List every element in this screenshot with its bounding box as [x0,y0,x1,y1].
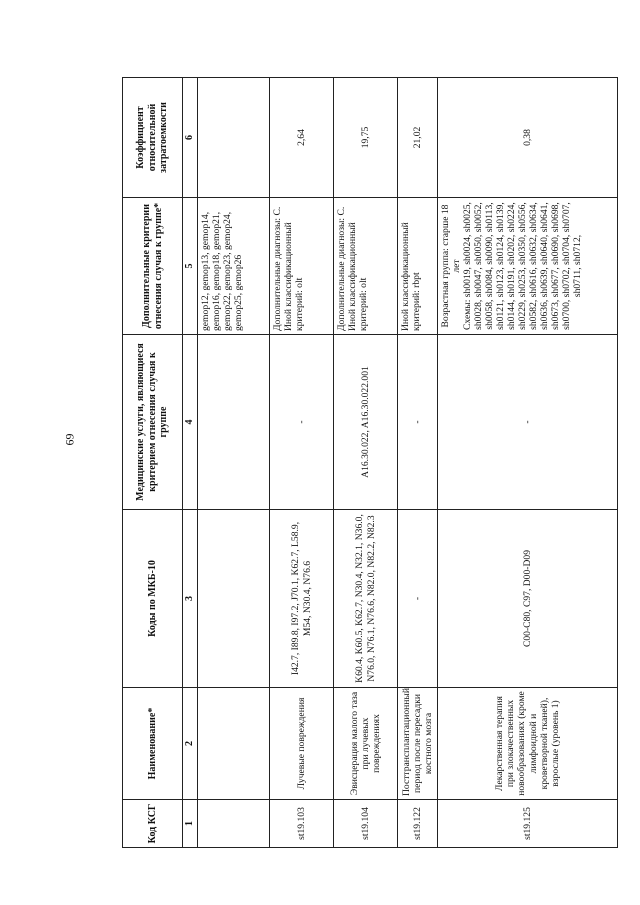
ksg-code-cell: st19.122 [398,800,438,848]
name-cell: Посттрансплантационный период после пересадки костного мозга [398,688,438,800]
table-row [398,78,438,848]
table-row [198,78,270,848]
ksg-table [122,77,618,848]
services-cell: - [438,335,618,510]
column-number: 1 [183,800,198,848]
schemes-text: Схемы: sh0019, sh0024, sh0025, sh0028, sh0047, sh0050, sh0052, sh0058, sh0084, sh0090, sh0113, sh0121, sh0123, sh0124, sh0139, sh0144, sh0191, sh0202, sh0224, sh0229, sh0253, sh0350, sh0556, sh0582, sh0616, sh0632, sh0634, sh0636, sh0639, sh0640, sh0641, sh0673, sh0677, sh0690, sh0698, sh0700, sh0702, sh0704, sh0707, sh0711, sh0712, [462,202,584,330]
column-number: 2 [183,688,198,800]
header-medical-services: Медицинские услуги, являющиеся критерием отнесения случая к группе [123,335,183,510]
services-cell [198,335,270,510]
mkb-cell: - [398,510,438,688]
name-cell: Лекарственная терапия при злокачественных новообразованиях (кроме лимфоидной и кроветворной тканей), взрослые (уровень 1) [438,688,618,800]
extra-criteria-cell: Дополнительные диагнозы: C. Иной классификационный критерий: olt [270,198,334,335]
column-number: 6 [183,78,198,198]
column-number: 4 [183,335,198,510]
services-cell: - [270,335,334,510]
age-group-text: Возрастная группа: старше 18 лет [440,204,463,328]
header-coefficient: Коэффициент относительной затратоемкости [123,78,183,198]
mkb-cell: I42.7, I89.8, I97.2, J70.1, K62.7, L58.9, M54, N30.4, N76.6 [270,510,334,688]
column-number-row [183,78,198,848]
table-row [438,78,618,848]
column-number: 5 [183,198,198,335]
rotated-table-wrapper [122,78,612,848]
extra-criteria-cell [438,198,618,335]
header-ksg-code: Код КСГ [123,800,183,848]
coefficient-cell: 19,75 [334,78,398,198]
coefficient-cell: 0,38 [438,78,618,198]
column-number: 3 [183,510,198,688]
ksg-code-cell: st19.103 [270,800,334,848]
coefficient-cell: 21,02 [398,78,438,198]
coefficient-cell: 2,64 [270,78,334,198]
name-cell: Эвисцерация малого таза при лучевых повреждениях [334,688,398,800]
extra-criteria-cell: Дополнительные диагнозы: C. Иной классификационный критерий: olt [334,198,398,335]
coefficient-cell [198,78,270,198]
header-row [123,78,183,848]
name-cell: Лучевые повреждения [270,688,334,800]
extra-criteria-cell: gemop12, gemop13, gemop14, gemop16, gemop18, gemop21, gemop22, gemop23, gemop24, gemop25, gemop26 [198,198,270,335]
header-mkb-codes: Коды по МКБ-10 [123,510,183,688]
header-name: Наименование* [123,688,183,800]
mkb-cell: C00-C80, C97, D00-D09 [438,510,618,688]
services-cell: A16.30.022, A16.30.022.001 [334,335,398,510]
page-number: 69 [62,433,77,446]
mkb-cell [198,510,270,688]
mkb-cell: K60.4, K60.5, K62.7, N30.4, N32.1, N36.0, N76.0, N76.1, N76.6, N82.0, N82.2, N82.3 [334,510,398,688]
name-cell [198,688,270,800]
ksg-code-cell: st19.125 [438,800,618,848]
extra-criteria-cell: Иной классификационный критерий: rbpt [398,198,438,335]
services-cell: - [398,335,438,510]
table-row [270,78,334,848]
ksg-code-cell: st19.104 [334,800,398,848]
table-row [334,78,398,848]
ksg-code-cell [198,800,270,848]
header-extra-criteria: Дополнительные критерии отнесения случая к группе* [123,198,183,335]
